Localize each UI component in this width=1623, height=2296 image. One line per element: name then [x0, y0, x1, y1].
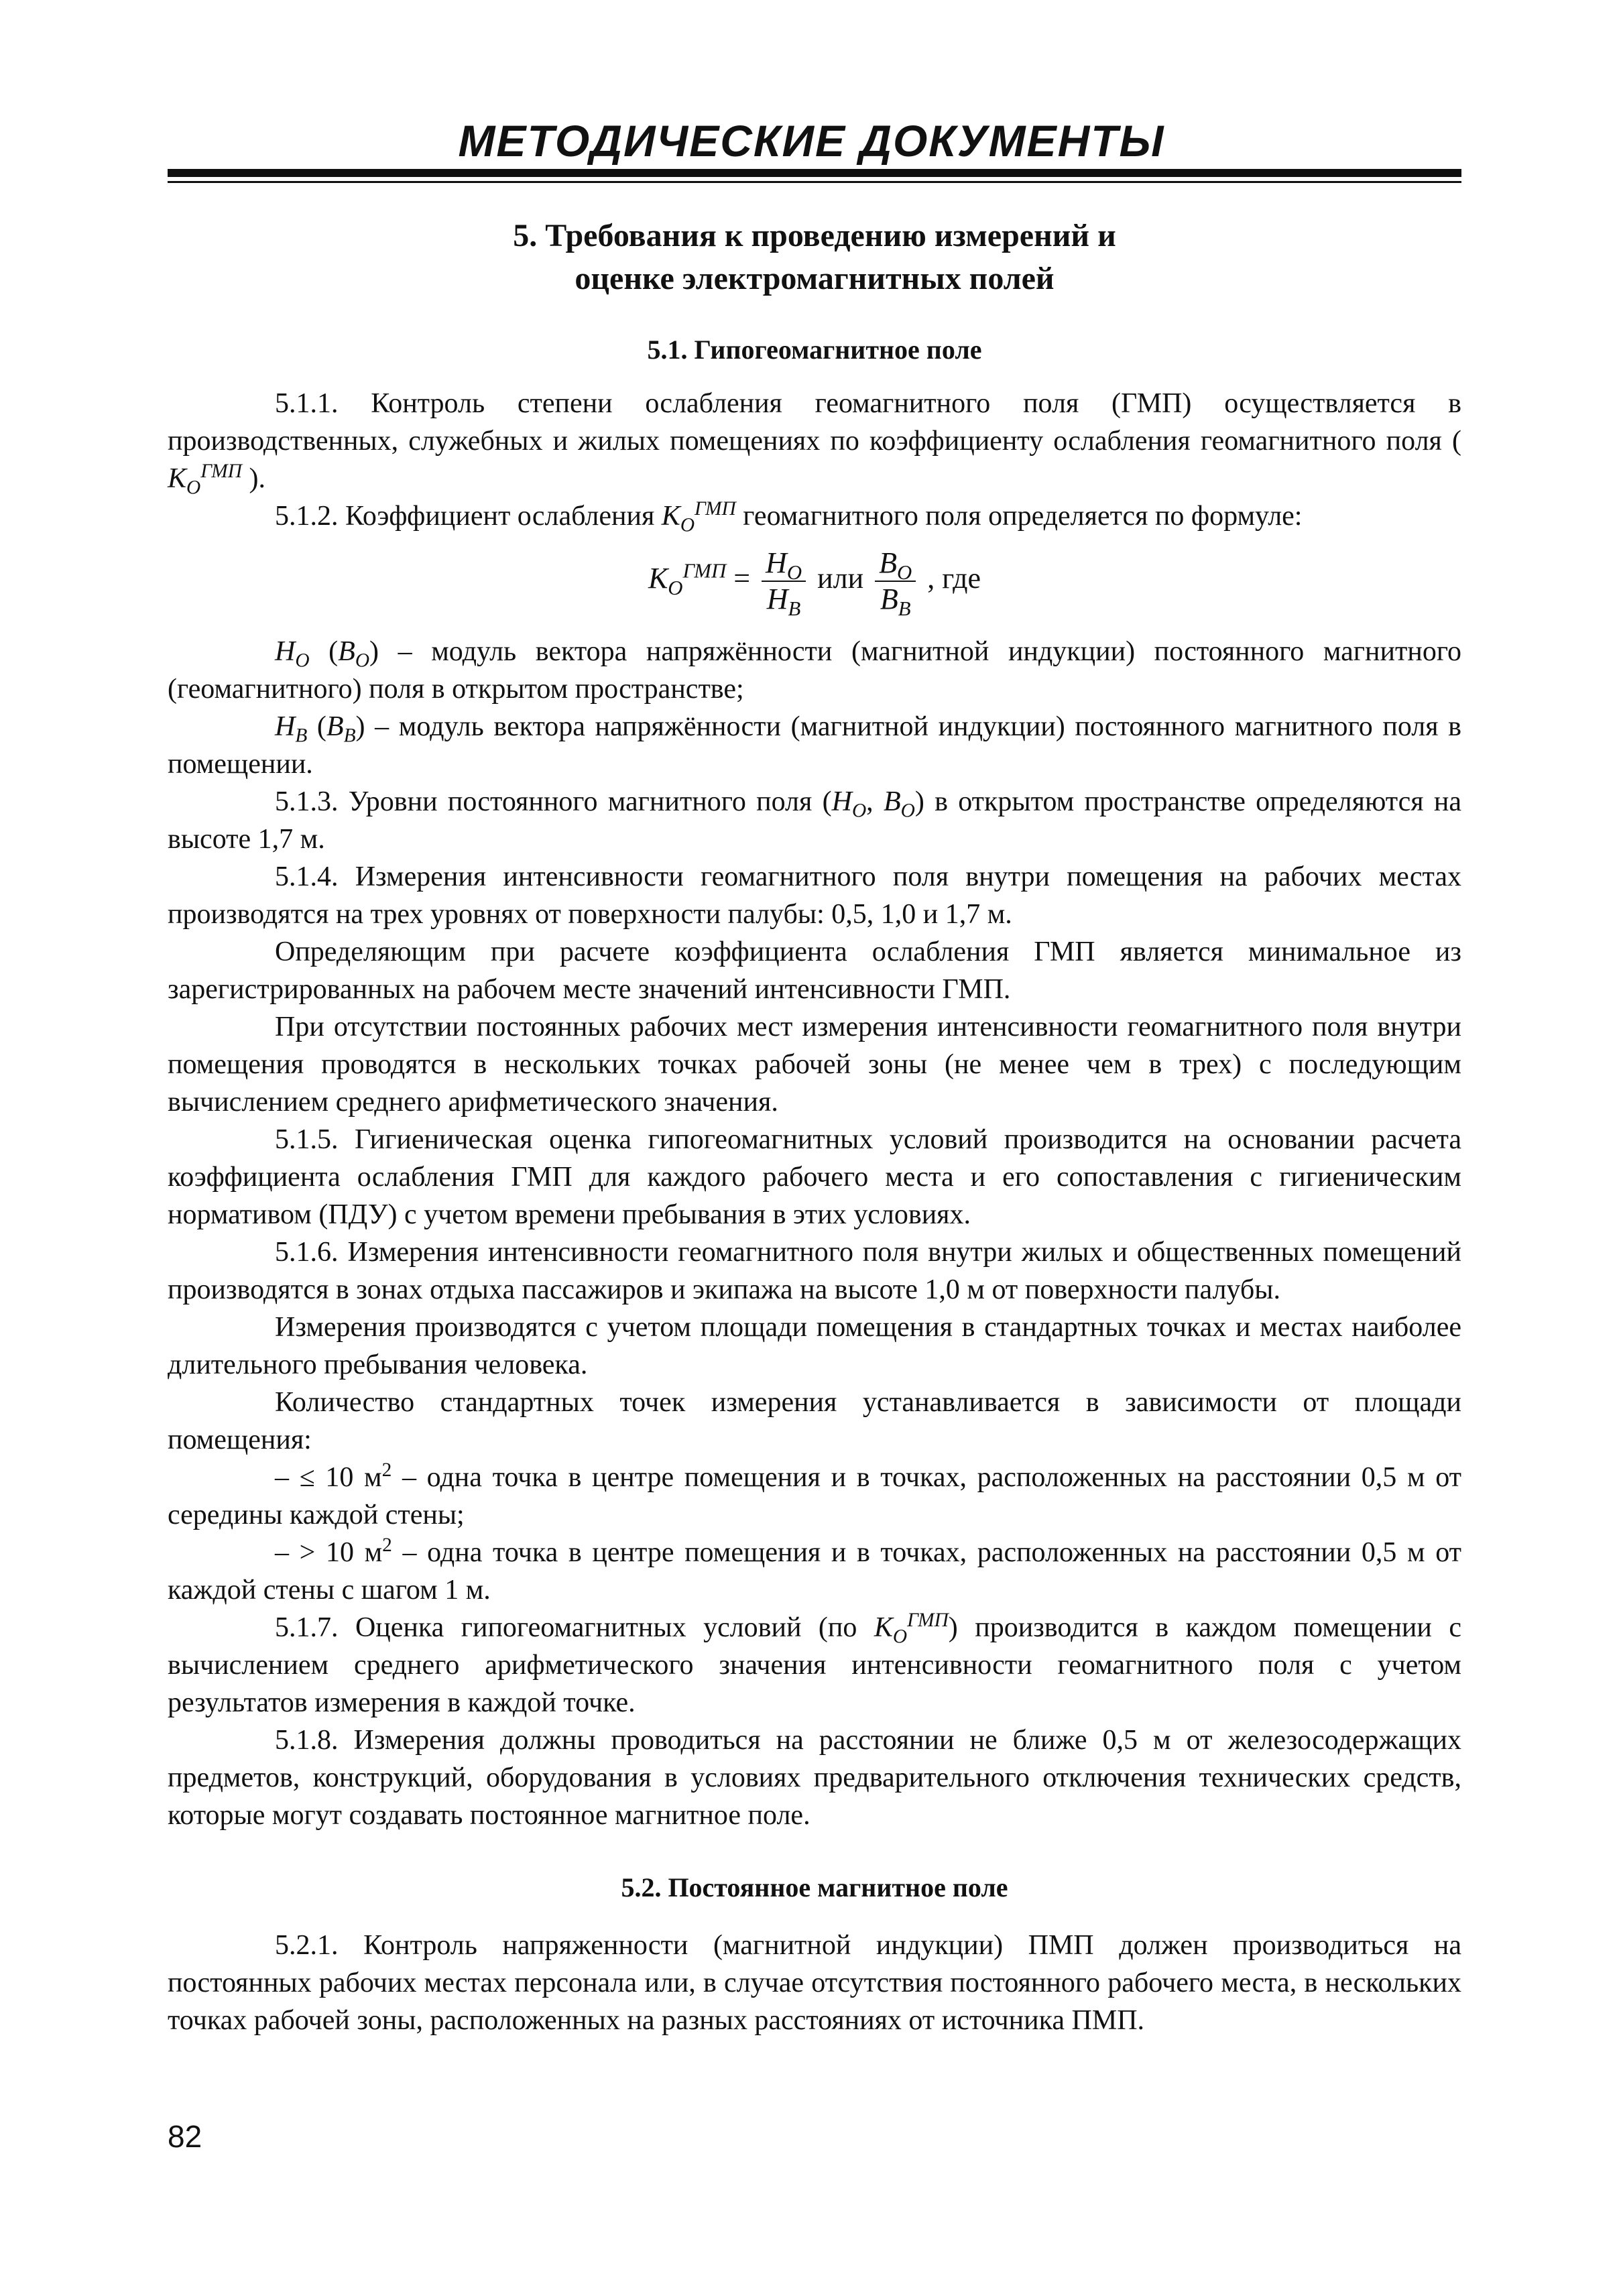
section-title-line2: оценке электромагнитных полей — [575, 261, 1055, 296]
formula-equals: = — [733, 562, 751, 595]
paragraph-5-1-5: 5.1.5. Гигиеническая оценка гипогеомагнитных условий производится на основании расчета коэффициента ослабления ГМП для каждого рабочего места и его сопоставления с гигиеническим нормативом (ПДУ) с учетом времени пребывания в этих условиях. — [168, 1124, 1461, 1230]
subsection-title-5-2: 5.2. Постоянное магнитное поле — [621, 1872, 1008, 1902]
paragraph-5-2-1: 5.2.1. Контроль напряженности (магнитной индукции) ПМП должен производиться на постоянных рабочих местах персонала или, в случае отсутствия постоянного рабочего места, в нескольких точках рабочей зоны, расположенных на разных расстояниях от источника ПМП. — [168, 1930, 1461, 2036]
paragraph-5-1-6: 5.1.6. Измерения интенсивности геомагнитного поля внутри жилых и общественных помещений производятся в зонах отдыха пассажиров и экипажа на высоте 1,0 м от поверхности палубы. — [168, 1237, 1461, 1305]
paragraph-5-1-4: 5.1.4. Измерения интенсивности геомагнитного поля внутри помещения на рабочих местах производятся на трех уровнях от поверхности палубы: 0,5, 1,0 и 1,7 м. — [168, 861, 1461, 930]
formula-tail: , где — [927, 562, 981, 595]
paragraph-determining: Определяющим при расчете коэффициента ослабления ГМП является минимальное из зарегистрированных на рабочем месте значений интенсивности ГМП. — [168, 936, 1461, 1005]
formula-k-attenuation — [168, 546, 1461, 620]
fraction-b: $\frac{B_O}{B_B}$ — [875, 546, 916, 617]
subsection-title-5-1: 5.1. Гипогеомагнитное поле — [647, 335, 982, 365]
section-title-line1: 5. Требования к проведению измерений и — [513, 218, 1116, 253]
formula-lhs: $K_O^{ГМП}$ — [648, 559, 727, 599]
paragraph-5-1-1 — [168, 385, 1461, 497]
paragraph-5-1-3: 5.1.3. Уровни постоянного магнитного поля ($H_O$, $B_O$) в открытом пространстве определяются на высоте 1,7 м. — [168, 786, 1461, 855]
paragraph-5-1-1-tail: ). — [249, 463, 265, 494]
page-number: 82 — [168, 2119, 202, 2154]
k-coefficient-symbol: $K_O^{ГМП}$ — [168, 461, 242, 499]
formula-or: или — [817, 562, 864, 595]
page-content — [168, 215, 1461, 2039]
paragraph-no-permanent-places: При отсутствии постоянных рабочих мест измерения интенсивности геомагнитного поля внутри помещения проводятся в нескольких точках рабочей зоны (не менее чем в трех) с последующим вычислением среднего арифметического значения. — [168, 1012, 1461, 1117]
paragraph-points-count: Количество стандартных точек измерения устанавливается в зависимости от площади помещения: — [168, 1387, 1461, 1455]
list-item-gt-10: – > 10 $м^2$ – одна точка в центре помещения и в точках, расположенных на расстоянии 0,5 м от каждой стены с шагом 1 м. — [168, 1534, 1462, 1606]
paragraph-5-1-1-text: 5.1.1. Контроль степени ослабления геомагнитного поля (ГМП) осуществляется в производственных, служебных и жилых помещениях по коэффициенту ослабления геомагнитного поля ( — [168, 388, 1461, 457]
definition-ho-bo: $H_O$ $(B_O)$ – модуль вектора напряжённости (магнитной индукции) постоянного магнитного (геомагнитного) поля в открытом пространстве; — [168, 636, 1461, 705]
section-title — [168, 215, 1461, 300]
definition-hb-bb: $H_B$ $(B_B)$ – модуль вектора напряжённости (магнитной индукции) постоянного магнитного поля в помещении. — [168, 711, 1461, 780]
k-coefficient-symbol: $K_O^{ГМП}$ — [661, 498, 736, 536]
header-rule-thick — [168, 169, 1461, 177]
k-coefficient-symbol: $K_O^{ГМП}$ — [874, 1610, 949, 1648]
paragraph-area-points: Измерения производятся с учетом площади помещения в стандартных точках и местах наиболее длительного пребывания человека. — [168, 1312, 1461, 1380]
paragraph-5-1-8: 5.1.8. Измерения должны проводиться на расстоянии не ближе 0,5 м от железосодержащих предметов, конструкций, оборудования в условиях предварительного отключения технических средств, которые могут создавать постоянное магнитное поле. — [168, 1725, 1461, 1831]
paragraph-5-1-2: 5.1.2. Коэффициент ослабления $K_O^{ГМП}$ геомагнитного поля определяется по формуле: — [275, 498, 1303, 536]
fraction-h: $\frac{H_O}{H_B}$ — [762, 546, 806, 617]
header-rule-thin — [168, 181, 1461, 183]
running-header-title: МЕТОДИЧЕСКИЕ ДОКУМЕНТЫ — [458, 116, 1165, 166]
paragraph-5-1-7: 5.1.7. Оценка гипогеомагнитных условий (по $K_O^{ГМП}$) производится в каждом помещении с вычислением среднего арифметического значения интенсивности геомагнитного поля с учетом результатов измерения в каждой точке. — [168, 1610, 1461, 1718]
list-item-le-10: – ≤ 10 $м^2$ – одна точка в центре помещения и в точках, расположенных на расстоянии 0,5 м от середины каждой стены; — [168, 1459, 1461, 1530]
